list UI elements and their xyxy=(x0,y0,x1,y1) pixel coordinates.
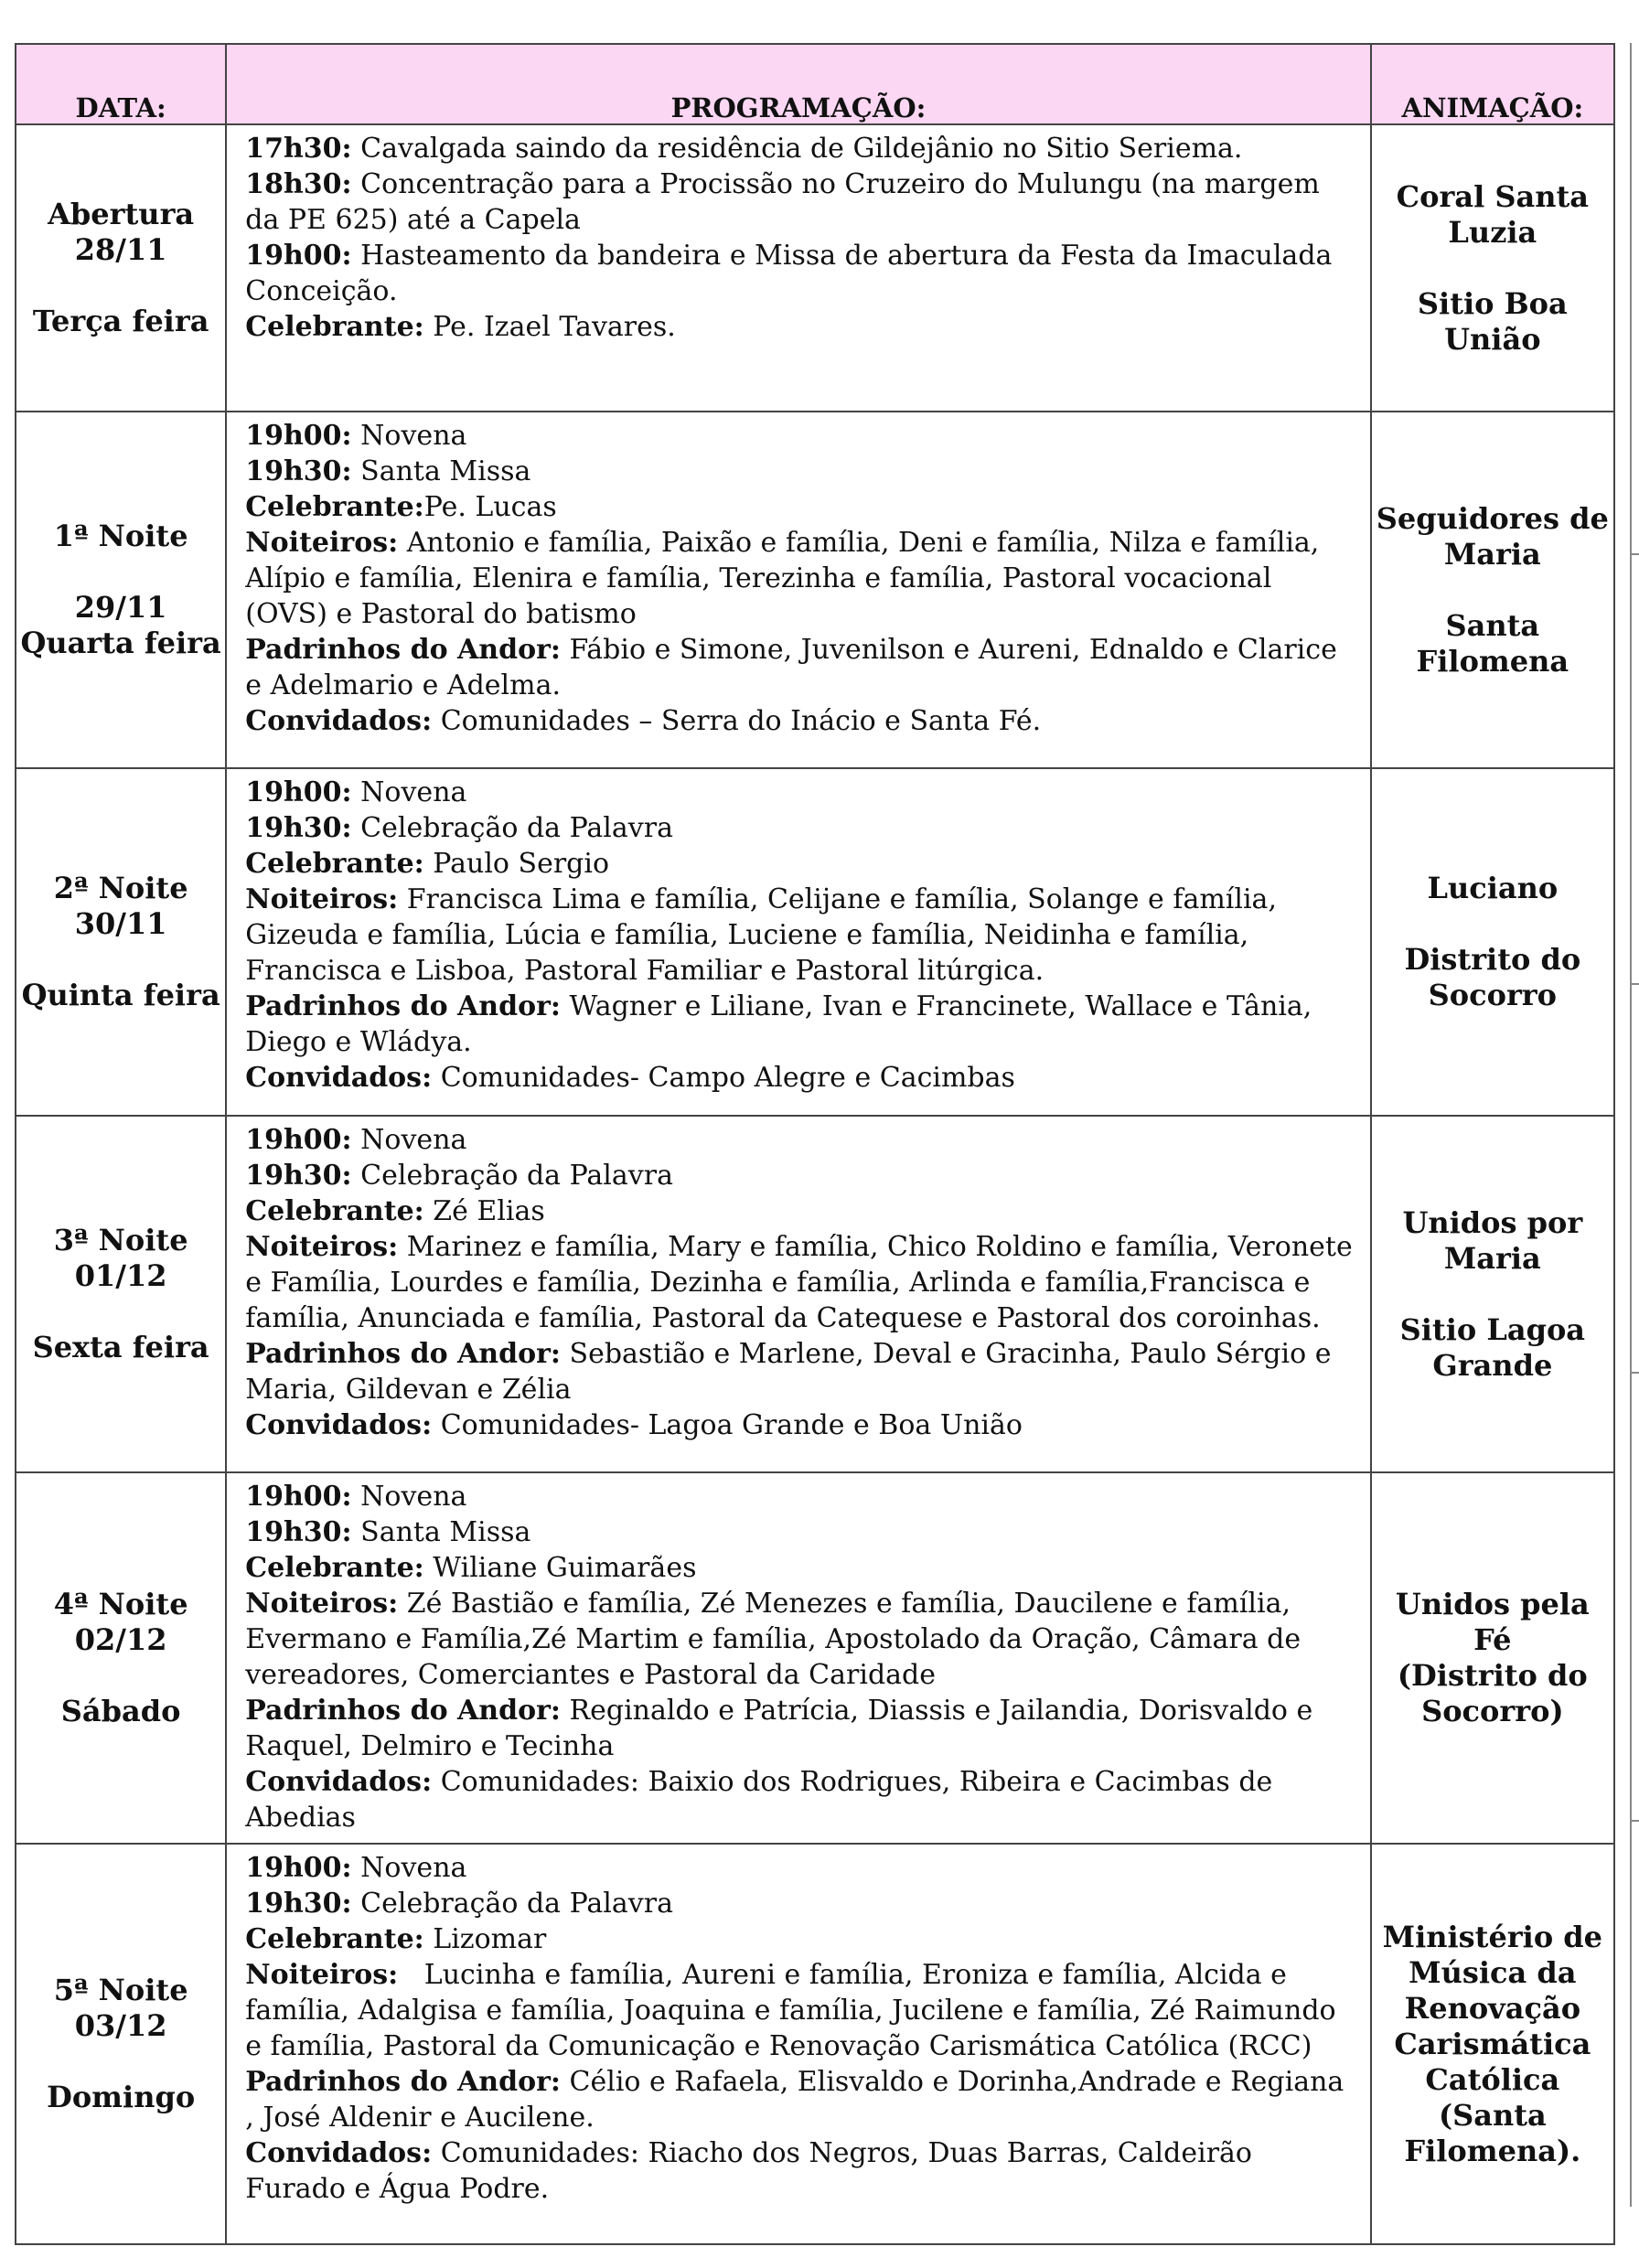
date-text: 2ª Noite 30/11 Quinta feira xyxy=(21,871,220,1012)
program-line xyxy=(245,775,1360,810)
program-line-label: 17h30: xyxy=(245,133,352,165)
program-line-text: Francisca Lima e família, Celijane e família, Solange e família, Gizeuda e família, Lúcia e família, Luciene e família, Neidinha e família, Francisca e Lisboa, Pastoral Familiar e Pastoral litúrgica. xyxy=(245,883,1286,987)
table-row xyxy=(16,768,1614,1116)
program-line-text: Celebração da Palavra xyxy=(351,1888,673,1920)
program-line-text: Zé Elias xyxy=(423,1195,545,1227)
program-line-label: 19h30: xyxy=(245,1160,352,1192)
program-line xyxy=(245,1550,1360,1586)
animation-text: Seguidores de Maria Santa Filomena xyxy=(1376,500,1609,679)
animation-text: Coral Santa Luzia Sitio Boa União xyxy=(1396,178,1589,357)
program-line-label: Convidados: xyxy=(245,1062,433,1094)
program-line xyxy=(245,489,1360,525)
program-line xyxy=(245,166,1360,238)
program-line xyxy=(245,1229,1360,1336)
program-line-text: Comunidades: Riacho dos Negros, Duas Barras, Caldeirão Furado e Água Podre. xyxy=(245,2137,1261,2205)
program-line-label: Noiteiros: xyxy=(245,883,399,915)
program-line xyxy=(245,1886,1360,1921)
program-line xyxy=(245,1122,1360,1158)
program-line-text: Célio e Rafaela, Elisvaldo e Dorinha,Andrade e Regiana , José Aldenir e Aucilene. xyxy=(245,2066,1353,2134)
program-line-text: Wiliane Guimarães xyxy=(423,1552,697,1584)
program-line xyxy=(245,1921,1360,1957)
program-line-label: Convidados: xyxy=(245,1409,433,1441)
program-line-text: Cavalgada saindo da residência de Gildejânio no Sitio Seriema. xyxy=(351,133,1243,165)
program-line-label: 19h00: xyxy=(245,1124,352,1156)
program-line-label: Convidados: xyxy=(245,1766,433,1798)
program-line xyxy=(245,882,1360,989)
program-line-text: Fábio e Simone, Juvenilson e Aureni, Ednaldo e Clarice e Adelmario e Adelma. xyxy=(245,634,1346,701)
date-cell xyxy=(16,1116,226,1472)
program-line xyxy=(245,989,1360,1060)
program-line-label: Celebrante: xyxy=(245,1552,424,1584)
program-line-text: Comunidades- Campo Alegre e Cacimbas xyxy=(432,1062,1015,1094)
program-line-text: Novena xyxy=(351,1124,467,1156)
date-text: Abertura 28/11 Terça feira xyxy=(32,197,209,338)
program-line-label: Celebrante: xyxy=(245,491,424,523)
program-line xyxy=(245,1957,1360,2064)
table-row xyxy=(16,124,1614,412)
program-cell xyxy=(226,768,1370,1116)
program-cell xyxy=(226,1844,1370,2244)
program-line xyxy=(245,1193,1360,1229)
program-line-text: Pe. Lucas xyxy=(423,491,557,523)
program-line-label: Celebrante: xyxy=(245,311,424,343)
program-line-text: Lucinha e família, Aureni e família, Eroniza e família, Alcida e família, Adalgisa e família, Joaquina e família, Jucilene e família, Zé Raimundo e família, Pastoral da Comunicação e Renovação Carismática Católica (RCC) xyxy=(245,1959,1345,2062)
program-line-text: Celebração da Palavra xyxy=(351,812,673,844)
program-line-label: Noiteiros: xyxy=(245,1231,399,1263)
program-line-label: 18h30: xyxy=(245,168,352,200)
program-line-text: Novena xyxy=(351,420,467,452)
program-line-text: Novena xyxy=(351,1481,467,1513)
program-line xyxy=(245,810,1360,846)
date-text: 3ª Noite 01/12 Sexta feira xyxy=(32,1223,209,1364)
program-line xyxy=(245,1158,1360,1193)
date-cell xyxy=(16,1472,226,1844)
program-line-label: 19h30: xyxy=(245,455,352,487)
header-program: PROGRAMAÇÃO: xyxy=(226,44,1370,124)
program-line-text: Comunidades- Lagoa Grande e Boa União xyxy=(432,1409,1023,1441)
program-line-text: Novena xyxy=(351,776,467,808)
animation-text: Ministério de Música da Renovação Carismática Católica (Santa Filomena). xyxy=(1382,1919,1603,2168)
animation-cell xyxy=(1371,412,1614,768)
program-line-text: Comunidades: Baixio dos Rodrigues, Ribeira e Cacimbas de Abedias xyxy=(245,1766,1281,1834)
program-line-text: Lizomar xyxy=(423,1923,547,1955)
header-animation: ANIMAÇÃO: xyxy=(1371,44,1614,124)
program-line xyxy=(245,632,1360,703)
program-line-label: 19h00: xyxy=(245,240,352,272)
program-line-text: Paulo Sergio xyxy=(423,848,610,880)
program-line xyxy=(245,525,1360,632)
animation-cell xyxy=(1371,1472,1614,1844)
table-row xyxy=(16,1844,1614,2244)
date-text: 5ª Noite 03/12 Domingo xyxy=(47,1973,196,2114)
program-line-label: Celebrante: xyxy=(245,848,424,880)
program-line-text: Santa Missa xyxy=(351,1516,531,1548)
program-line-text: Concentração para a Procissão no Cruzeiro do Mulungu (na margem da PE 625) até a Capela xyxy=(245,168,1329,236)
program-line xyxy=(245,1850,1360,1886)
program-line-label: 19h30: xyxy=(245,1516,352,1548)
date-cell xyxy=(16,412,226,768)
animation-cell xyxy=(1371,768,1614,1116)
schedule-table xyxy=(15,43,1615,2245)
page-edge-tick xyxy=(1630,1372,1639,1374)
program-line xyxy=(245,1479,1360,1514)
program-line xyxy=(245,1060,1360,1096)
animation-text: Unidos pela Fé (Distrito do Socorro) xyxy=(1395,1587,1590,1728)
table-header-row xyxy=(16,44,1614,124)
program-line-label: 19h30: xyxy=(245,812,352,844)
table-row xyxy=(16,412,1614,768)
program-cell xyxy=(226,124,1370,412)
program-line-text: Sebastião e Marlene, Deval e Gracinha, Paulo Sérgio e Maria, Gildevan e Zélia xyxy=(245,1338,1341,1406)
program-line-text: Antonio e família, Paixão e família, Deni e família, Nilza e família, Alípio e família, Elenira e família, Terezinha e família, Pastoral vocacional (OVS) e Pastoral do batismo xyxy=(245,527,1328,630)
program-line xyxy=(245,1336,1360,1407)
program-line-label: Noiteiros: xyxy=(245,1959,399,1991)
program-line-text: Celebração da Palavra xyxy=(351,1160,673,1192)
program-line xyxy=(245,1693,1360,1764)
animation-text: Unidos por Maria Sitio Lagoa Grande xyxy=(1399,1204,1586,1383)
program-line-label: Convidados: xyxy=(245,2137,433,2169)
program-line-text: Reginaldo e Patrícia, Diassis e Jailandia, Dorisvaldo e Raquel, Delmiro e Tecinha xyxy=(245,1695,1322,1762)
program-line xyxy=(245,703,1360,739)
program-line-label: 19h00: xyxy=(245,776,352,808)
date-text: 4ª Noite 02/12 Sábado xyxy=(53,1587,188,1728)
program-cell xyxy=(226,1472,1370,1844)
date-text: 1ª Noite 29/11 Quarta feira xyxy=(20,519,221,660)
program-line-text: Pe. Izael Tavares. xyxy=(423,311,676,343)
program-line-label: Padrinhos do Andor: xyxy=(245,634,561,666)
animation-cell xyxy=(1371,1116,1614,1472)
table-row xyxy=(16,1116,1614,1472)
table-row xyxy=(16,1472,1614,1844)
program-line xyxy=(245,418,1360,454)
program-line-label: Celebrante: xyxy=(245,1923,424,1955)
page-edge-tick xyxy=(1630,983,1639,985)
program-line-label: 19h30: xyxy=(245,1888,352,1920)
program-line-text: Hasteamento da bandeira e Missa de abertura da Festa da Imaculada Conceição. xyxy=(245,240,1341,307)
animation-cell xyxy=(1371,1844,1614,2244)
program-line-label: Noiteiros: xyxy=(245,527,399,559)
program-line-text: Santa Missa xyxy=(351,455,531,487)
animation-cell xyxy=(1371,124,1614,412)
page-edge-tick xyxy=(1630,1820,1639,1822)
program-cell xyxy=(226,412,1370,768)
program-line-label: Padrinhos do Andor: xyxy=(245,2066,561,2098)
program-line-text: Comunidades – Serra do Inácio e Santa Fé. xyxy=(432,705,1042,737)
program-line-text: Marinez e família, Mary e família, Chico Roldino e família, Veronete e Família, Lourdes e família, Dezinha e família, Arlinda e família,Francisca e família, Anunciada e família, Pastoral da Catequese e Pastoral dos coroinhas. xyxy=(245,1231,1362,1334)
date-cell xyxy=(16,1844,226,2244)
program-line-label: Convidados: xyxy=(245,705,433,737)
page-edge-tick xyxy=(1630,553,1639,555)
program-line xyxy=(245,2064,1360,2135)
program-cell xyxy=(226,1116,1370,1472)
program-line-label: Noiteiros: xyxy=(245,1588,399,1620)
header-date: DATA: xyxy=(16,44,226,124)
animation-text: Luciano Distrito do Socorro xyxy=(1404,871,1581,1012)
program-line xyxy=(245,1407,1360,1443)
program-line xyxy=(245,1764,1360,1835)
program-line-label: Padrinhos do Andor: xyxy=(245,1695,561,1727)
program-line-label: 19h00: xyxy=(245,420,352,452)
program-line xyxy=(245,309,1360,345)
program-line-label: Padrinhos do Andor: xyxy=(245,990,561,1022)
program-line-label: 19h00: xyxy=(245,1481,352,1513)
program-line-label: Celebrante: xyxy=(245,1195,424,1227)
program-line xyxy=(245,131,1360,166)
program-line-label: Padrinhos do Andor: xyxy=(245,1338,561,1370)
date-cell xyxy=(16,124,226,412)
date-cell xyxy=(16,768,226,1116)
program-line-label: 19h00: xyxy=(245,1852,352,1884)
program-line xyxy=(245,1514,1360,1550)
program-line xyxy=(245,846,1360,882)
program-line xyxy=(245,2135,1360,2207)
program-line-text: Novena xyxy=(351,1852,467,1884)
program-line-text: Zé Bastião e família, Zé Menezes e família, Daucilene e família, Evermano e Família,Zé Martim e família, Apostolado da Oração, Câmara de vereadores, Comerciantes e Pastoral da Caridade xyxy=(245,1588,1310,1691)
program-line xyxy=(245,238,1360,309)
program-line xyxy=(245,454,1360,489)
program-line-text: Wagner e Liliane, Ivan e Francinete, Wallace e Tânia, Diego e Wládya. xyxy=(245,990,1321,1058)
page-edge-line xyxy=(1630,43,1632,2207)
program-line xyxy=(245,1586,1360,1693)
